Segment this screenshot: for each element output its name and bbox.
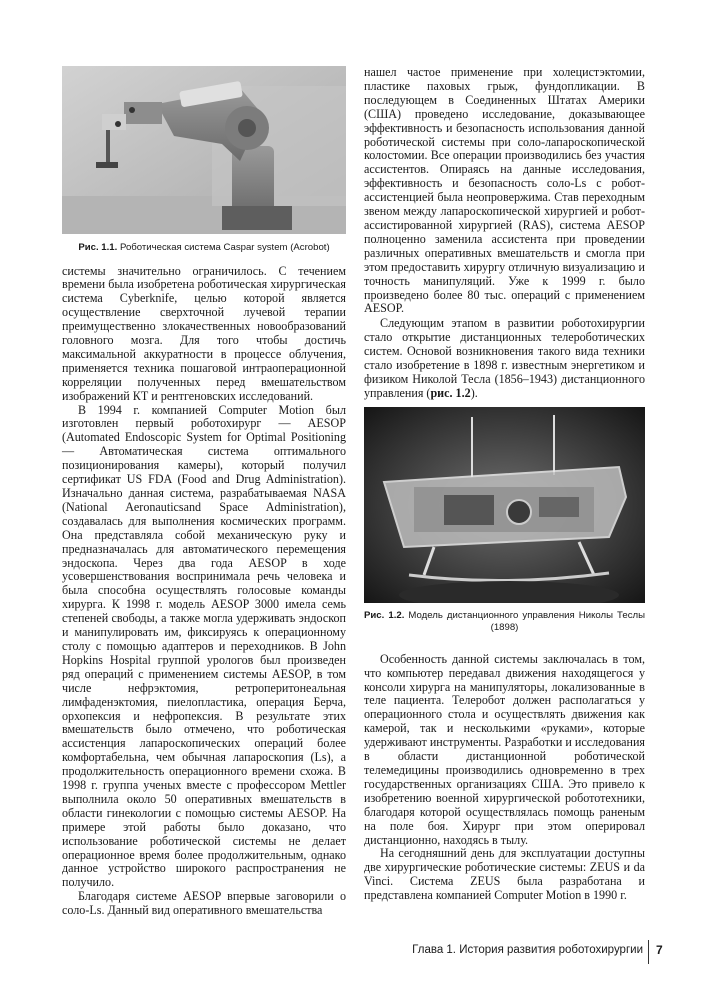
- right-column: [364, 66, 645, 903]
- footer-divider: [648, 940, 649, 964]
- page-number: 7: [656, 943, 663, 957]
- robot-arm-image: [62, 66, 346, 234]
- figure-reference-link[interactable]: рис. 1.2: [430, 385, 471, 400]
- paragraph-text-end: ).: [470, 385, 478, 400]
- figure-label: Рис. 1.1.: [78, 242, 118, 253]
- figure-1-2-caption: [364, 610, 645, 635]
- tesla-boat-image: [364, 407, 645, 603]
- figure-caption-text: Роботическая система Caspar system (Acrobot): [119, 242, 330, 253]
- paragraph: Благодаря системе AESOP впервые заговорили о соло-Ls. Данный вид оперативного вмешательства: [62, 889, 346, 918]
- paragraph: системы значительно ограничилось. С течением времени была изобретена роботическая хирургическая система Cyberknife, целью которой является осуществление сверхточной лучевой терапии преимущественно злокачественных новообразований головного мозга. Для того чтобы достичь максимальной аккуратности в процессе облучения, применяется техника пошаговой интраоперационной корреляции полученных перед вмешательством изображений КТ и рентгеновских исследований.: [62, 263, 346, 403]
- paragraph: В 1994 г. компанией Computer Motion был изготовлен первый роботохирург — AESOP (Automated Endoscopic System for Optimal Positioning — Автоматическая система оптимального позиционирования камеры), который получил сертификат US FDA (Food and Drug Administration). Изначально данная система, разрабатываемая NASA (National Aeronauticsand Space Administration), создавалась для выполнения космических программ. Она представляла собой механическую руку и предназначалась для автоматического перемещения эндоскопа. Через два года AESOP в ходе усовершенствования воспринимала речь человека и была способна осуществлять голосовые команды хирурга. К 1998 г. модель AESOP 3000 имела семь степеней свободы, а также могла удерживать эндоскоп и манипулировать им, фиксируясь к операционному столу с помощью адаптеров и переходников. В John Hopkins Hospital группой урологов был произведен ряд операций с применением системы AESOP, в том числе нефрэктомия, ретроперитонеальная лимфаденэктомия, пиелопластика, операция Берча, орхопексия и нефропексия. В результате этих вмешательств было отмечено, что роботическая ассистенция лапароскопических операций более комфортабельна, чем обычная лапароскопия (Ls), а продолжительность операционного времени схожа. В 1998 г. группа ученых вместе с профессором Mettler выполнила около 50 оперативных вмешательств в области гинекологии с помощью системы AESOP. На примере этой работы было доказано, что использование роботической системы не делает операционное время более продолжительным, однако данное устройство широкого распространения не получило.: [62, 402, 346, 890]
- figure-caspar-robot-photo: [62, 66, 346, 234]
- page-footer: [0, 940, 717, 964]
- paragraph: На сегодняшний день для эксплуатации доступны две хирургические роботические системы: ZEUS и da Vinci. Система ZEUS была разработана и представлена компанией Computer Motion в 1990 г.: [364, 846, 645, 903]
- figure-caption-text: Модель дистанционного управления Николы Теслы (1898): [408, 609, 645, 634]
- paragraph: нашел частое применение при холецистэктомии, пластике паховых грыж, фундопликации. В последующем в Соединенных Штатах Америки (США) проведено исследование, доказывающее эффективность и безопасность использования данной роботической системы при соло-лапароскопической колостомии. Все операции производились без участия ассистентов. Опираясь на данные исследования, эффективность и безопасность соло-Ls с робот-ассистенцией была неопровержима. Став переходным звеном между лапароскопической хирургией и робот-ассистированной хирургией (RAS), система AESOP полноценно заменила ассистента при проведении различных оперативных вмешательств и смогла при этом предоставить хирургу отличную визуализацию и точность манипуляций. Уже к 1999 г. было произведено более 80 тыс. операций с применением AESOP.: [364, 65, 645, 316]
- chapter-title: Глава 1. История развития роботохирургии: [412, 944, 643, 956]
- paragraph-text: Следующим этапом в развитии роботохирургии стало открытие дистанционных телероботических систем. Основой возникновения такого вида техники стало изобретение в 1898 г. известным энергетиком и физиком Николой Тесла (1856–1943) дистанционного управления (: [364, 316, 645, 400]
- figure-1-1-caption: [62, 242, 346, 255]
- paragraph: [364, 317, 645, 400]
- left-column: [62, 66, 346, 918]
- figure-label: Рис. 1.2.: [364, 609, 405, 621]
- figure-tesla-remote-control-photo: [364, 407, 645, 603]
- paragraph: Особенность данной системы заключалась в том, что компьютер передавал движения находящегося у консоли хирурга на манипуляторы, локализованные в теле пациента. Телеробот должен располагаться у операционного стола и осуществлять движения как камерой, так и несколькими «руками», которые удерживают инструменты. Разработки и исследования в области дистанционной роботической телемедицины производились одновременно в трех государственных организациях США. Это привело к изобретению военной хирургической робототехники, благодаря которой осуществлялась помощь раненым на поле боя. Хирург при этом оперировал дистанционно, находясь в тылу.: [364, 651, 645, 847]
